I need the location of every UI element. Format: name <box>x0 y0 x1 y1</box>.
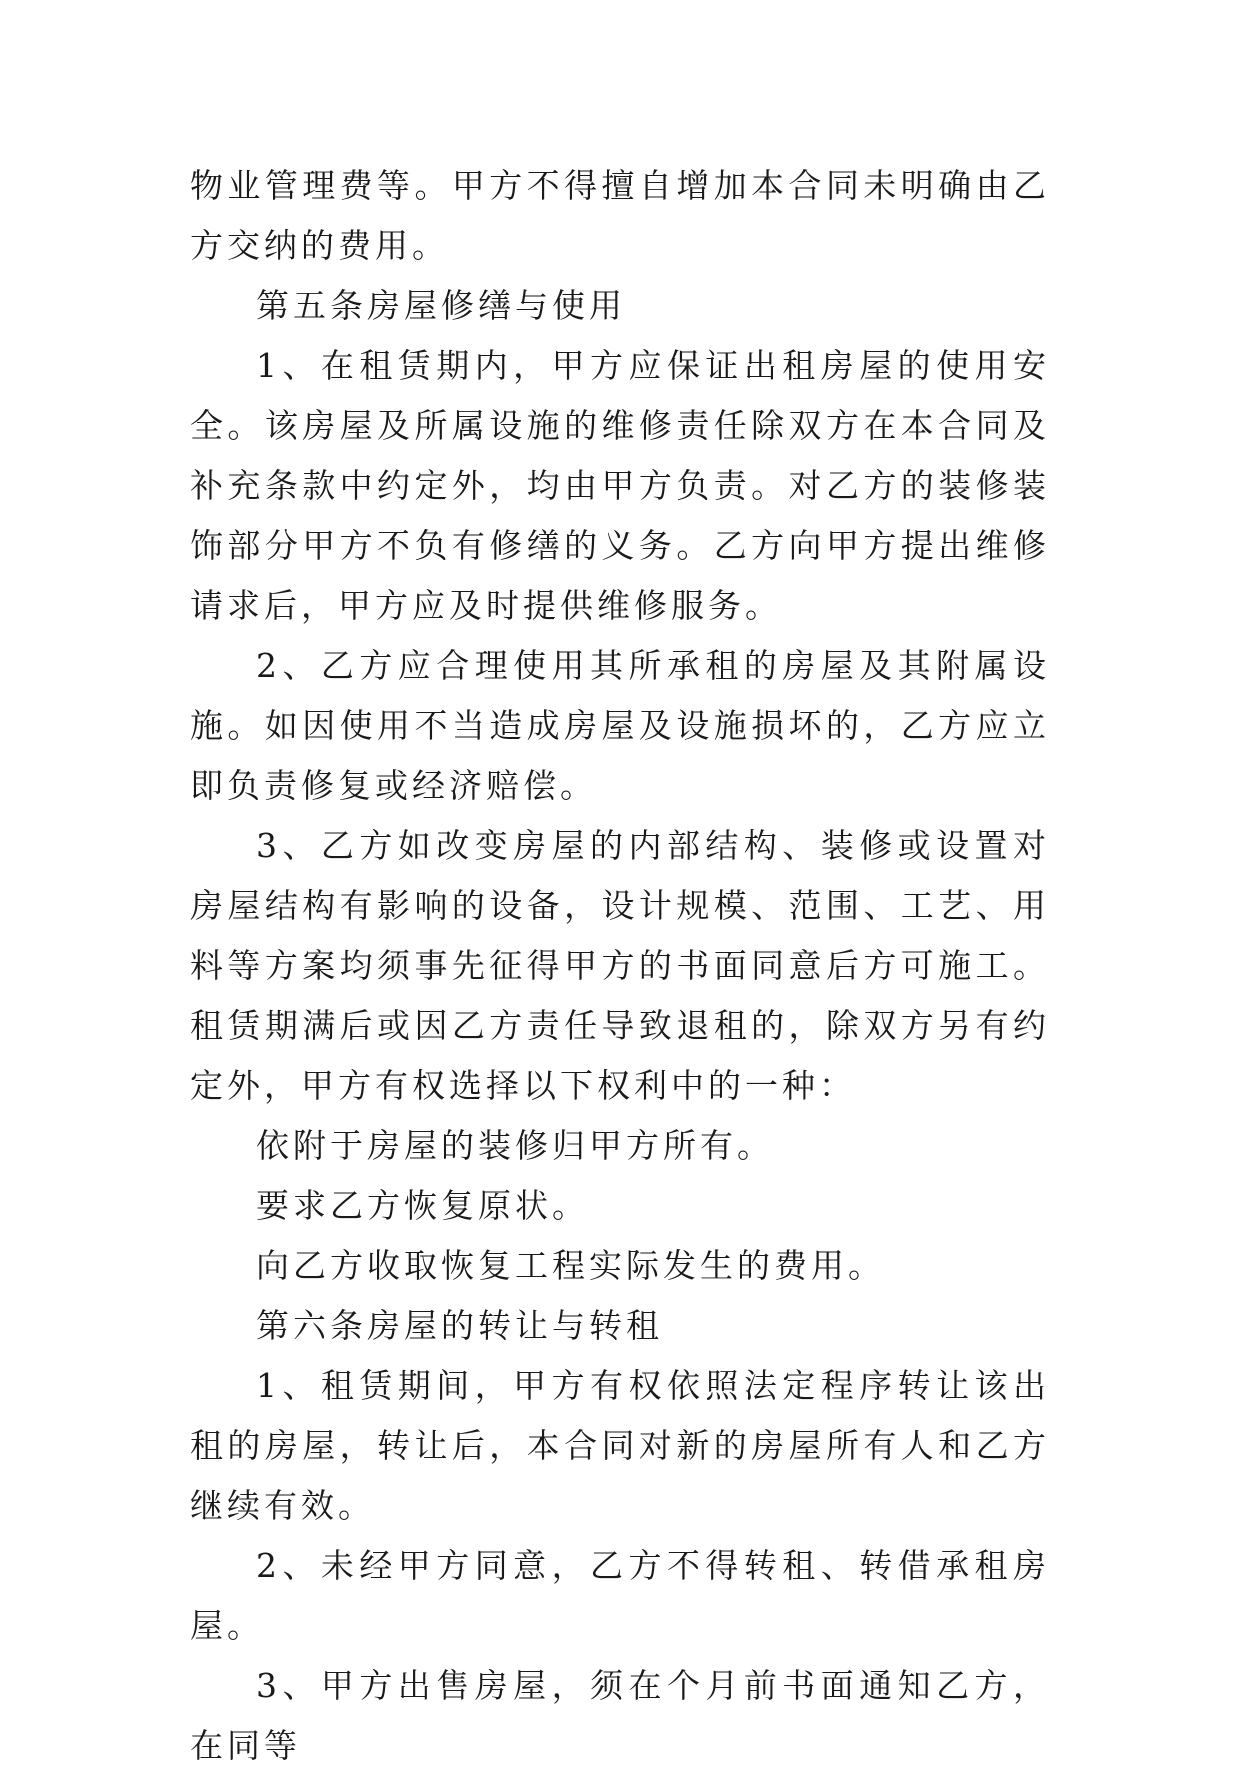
heading-article-6: 第六条房屋的转让与转租 <box>256 1306 663 1345</box>
paragraph-article-5-clause-3: 3、乙方如改变房屋的内部结构、装修或设置对房屋结构有影响的设备，设计规模、范围、工艺、用料等方案均须事先征得甲方的书面同意后方可施工。租赁期满后或因乙方责任导致退租的，除双方另有约定外，甲方有权选择以下权利中的一种： <box>190 826 1050 1105</box>
heading-article-5: 第五条房屋修缮与使用 <box>256 286 626 325</box>
paragraph-article-5-clause-1: 1、在租赁期内，甲方应保证出租房屋的使用安全。该房屋及所属设施的维修责任除双方在本合同及补充条款中约定外，均由甲方负责。对乙方的装修装饰部分甲方不负有修缮的义务。乙方向甲方提出维修请求后，甲方应及时提供维修服务。 <box>190 346 1050 625</box>
paragraph-fees-continued: 物业管理费等。甲方不得擅自增加本合同未明确由乙方交纳的费用。 <box>190 166 1050 265</box>
option-1: 依附于房屋的装修归甲方所有。 <box>256 1126 774 1165</box>
option-3: 向乙方收取恢复工程实际发生的费用。 <box>256 1246 885 1285</box>
paragraph-article-6-clause-2: 2、未经甲方同意，乙方不得转租、转借承租房屋。 <box>190 1546 1050 1645</box>
option-2: 要求乙方恢复原状。 <box>256 1186 589 1225</box>
paragraph-article-6-clause-3: 3、甲方出售房屋，须在个月前书面通知乙方，在同等 <box>190 1666 1050 1765</box>
paragraph-article-5-clause-2: 2、乙方应合理使用其所承租的房屋及其附属设施。如因使用不当造成房屋及设施损坏的，乙方应立即负责修复或经济赔偿。 <box>190 646 1050 805</box>
paragraph-article-6-clause-1: 1、租赁期间，甲方有权依照法定程序转让该出租的房屋，转让后，本合同对新的房屋所有人和乙方继续有效。 <box>190 1366 1050 1525</box>
document-body <box>190 156 1050 1776</box>
